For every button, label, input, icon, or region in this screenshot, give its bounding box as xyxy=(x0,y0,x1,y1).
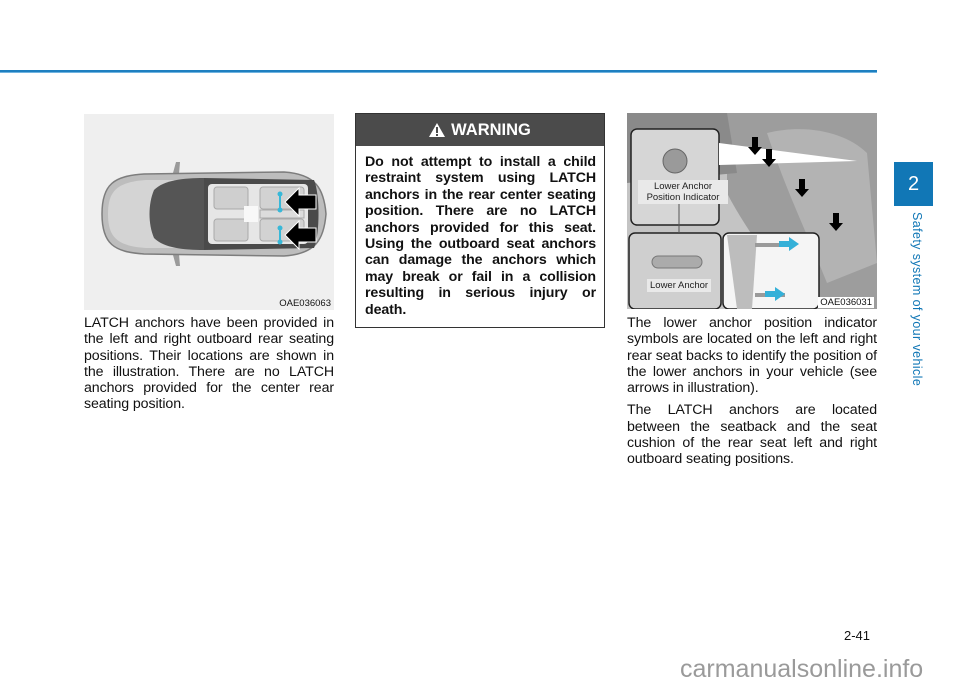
header-rule xyxy=(0,70,877,73)
figure-code: OAE036031 xyxy=(820,297,872,308)
paragraph: The LATCH anchors are located between the seatback and the seat cushion of the rear seat left and right outboard seating positions. xyxy=(627,402,877,468)
watermark: carmanualsonline.info xyxy=(680,655,924,683)
warning-box xyxy=(355,113,605,328)
anchor-label: Lower Anchor xyxy=(647,279,711,292)
warning-triangle-icon xyxy=(429,123,445,137)
right-column-text xyxy=(627,315,877,474)
paragraph: LATCH anchors have been provided in the left and right outboard rear seating positions. Their locations are shown in the illustration. There are no LATCH anchors provided for the center rear seating position. xyxy=(84,315,334,413)
warning-text: Do not attempt to install a child restraint system using LATCH anchors in the rear center seating position. There are no LATCH anchors provided for this seat. Using the outboard seat anchors can damage the anchors which may break or fail in a collision resulting in serious injury or death. xyxy=(365,154,596,318)
warning-header xyxy=(356,114,604,146)
paragraph: The lower anchor position indicator symbols are located on the left and right rear seat backs to identify the position of the lower anchors in your vehicle (see arrows in illustration). xyxy=(627,315,877,397)
car-top-view-figure xyxy=(84,114,334,310)
figure-code: OAE036063 xyxy=(279,298,331,309)
chapter-number: 2 xyxy=(907,172,920,195)
chapter-title: Safety system of your vehicle xyxy=(910,212,924,387)
left-column-text xyxy=(84,315,334,419)
car-illustration xyxy=(84,114,334,310)
indicator-label: Lower Anchor Position Indicator xyxy=(638,180,728,204)
page-number: 2-41 xyxy=(844,628,871,643)
warning-title: WARNING xyxy=(451,120,531,139)
lower-anchor-figure xyxy=(627,113,877,309)
chapter-tab xyxy=(894,162,933,206)
